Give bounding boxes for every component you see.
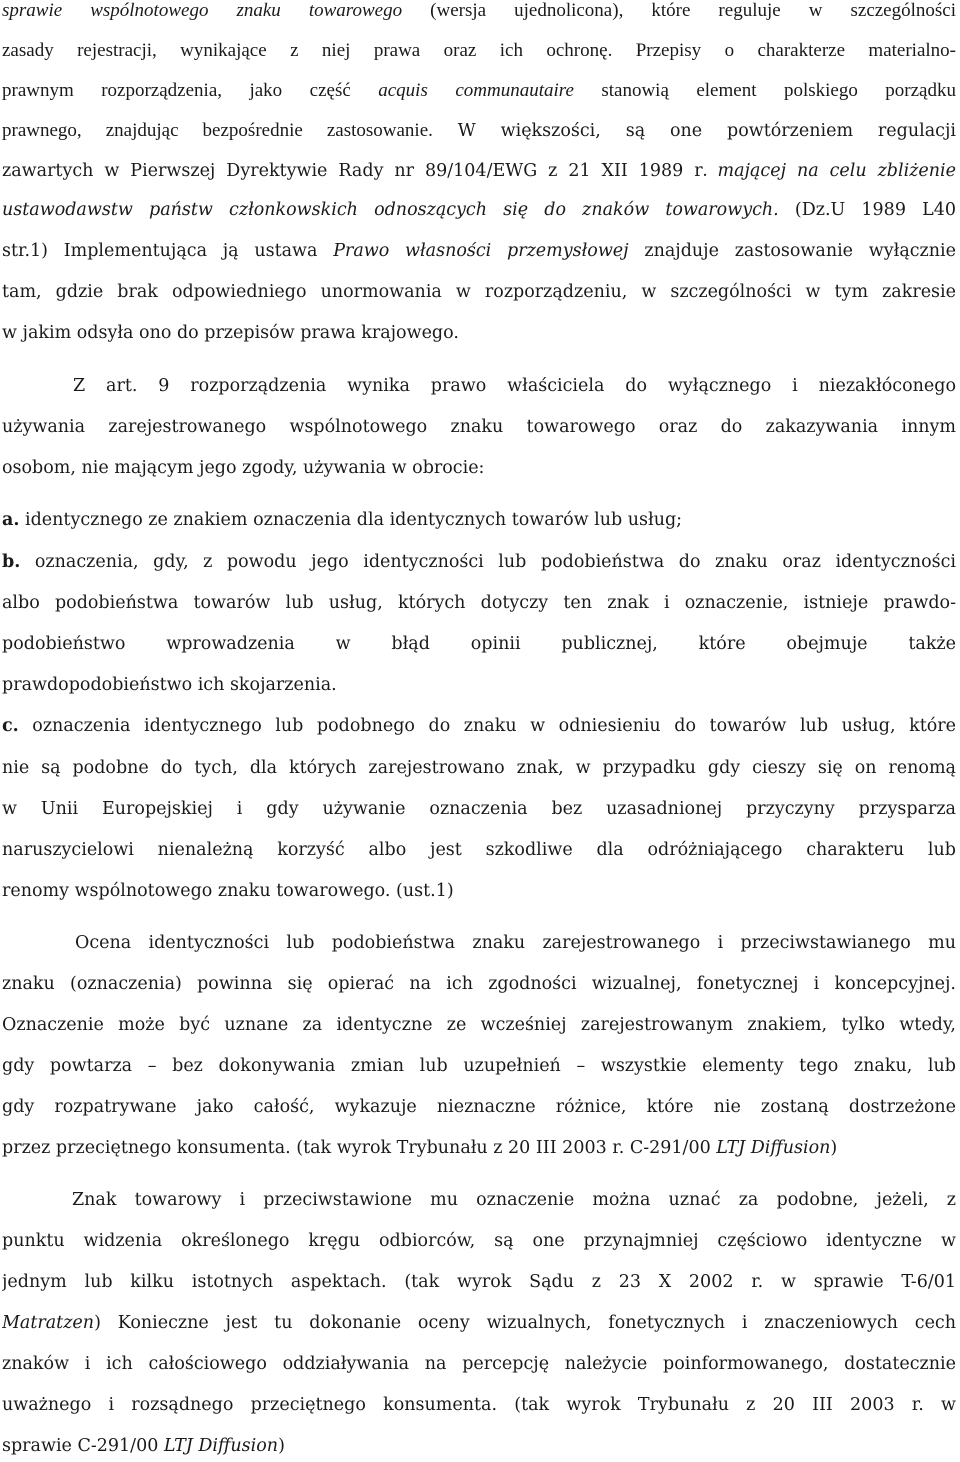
text-line bbox=[2, 1056, 956, 1076]
text-run: sprawie C-291/00 bbox=[2, 1436, 164, 1456]
text-run: Z art. 9 rozporządzenia wynika prawo właściciela do wyłącznego i niezakłóconego bbox=[73, 376, 956, 396]
text-run: znajduje zastosowanie wyłącznie bbox=[628, 241, 956, 261]
text-line bbox=[2, 40, 956, 62]
text-run: Matratzen bbox=[2, 1313, 95, 1333]
text-line bbox=[2, 241, 956, 261]
text-run: tam, gdzie brak odpowiedniego unormowania w rozporządzeniu, w szczególności w tym zakresie bbox=[2, 282, 956, 302]
text-line bbox=[72, 1190, 956, 1210]
text-line bbox=[2, 840, 956, 860]
text-line bbox=[2, 1272, 956, 1292]
list-marker: b. bbox=[2, 552, 21, 572]
text-line bbox=[2, 0, 956, 22]
text-line bbox=[2, 1138, 956, 1158]
text-run: ) bbox=[830, 1138, 838, 1158]
text-run: używania zarejestrowanego wspólnotowego znaku towarowego oraz do zakazywania innym bbox=[2, 417, 956, 437]
list-marker: c. bbox=[2, 716, 19, 736]
text-run: mającej na celu zbliżenie bbox=[717, 161, 956, 181]
text-line bbox=[2, 758, 956, 778]
text-run: acquis communautaire bbox=[378, 80, 574, 101]
text-run: albo podobieństwa towarów lub usług, których dotyczy ten znak i oznaczenie, istnieje prawdo- bbox=[2, 593, 956, 613]
text-run: Prawo własności przemysłowej bbox=[333, 241, 629, 261]
text-line bbox=[2, 282, 956, 302]
text-line bbox=[2, 1231, 956, 1251]
text-run: Oznaczenie może być uznane za identyczne ze wcześniej zarejestrowanym znakiem, tylko wtedy, bbox=[2, 1015, 956, 1035]
text-line bbox=[2, 323, 956, 343]
list-item-a bbox=[2, 510, 956, 530]
text-line bbox=[2, 1436, 956, 1456]
text-line bbox=[2, 974, 956, 994]
text-run: osobom, nie mającym jego zgody, używania w obrocie: bbox=[2, 458, 485, 478]
list-item-c bbox=[2, 716, 956, 736]
text-run: w Unii Europejskiej i gdy używanie oznaczenia bez uzasadnionej przyczyny przysparza bbox=[2, 799, 956, 819]
text-run: naruszycielowi nienależną korzyść albo jest szkodliwe dla odróżniającego charakteru lub bbox=[2, 840, 956, 860]
text-run: znaku (oznaczenia) powinna się opierać na ich zgodności wizualnej, fonetycznej i koncepcyjnej. bbox=[2, 974, 956, 994]
text-run: (Dz.U 1989 L40 bbox=[778, 200, 956, 220]
text-line bbox=[2, 675, 956, 695]
text-line bbox=[2, 80, 956, 102]
text-line bbox=[2, 1313, 956, 1333]
text-line bbox=[2, 1015, 956, 1035]
text-run: . bbox=[702, 160, 718, 181]
text-run: oznaczenia identycznego lub podobnego do znaku w odniesieniu do towarów lub usług, które bbox=[18, 716, 956, 736]
text-run: str.1) Implementująca ją ustawa bbox=[2, 241, 334, 261]
text-run: Znak towarowy i przeciwstawione mu oznaczenie można uznać za podobne, jeżeli, z bbox=[72, 1190, 956, 1210]
text-run: oznaczenia, gdy, z powodu jego identyczności lub podobieństwa do znaku oraz identyczności bbox=[20, 552, 956, 572]
text-run: Ocena identyczności lub podobieństwa znaku zarejestrowanego i przeciwstawianego mu bbox=[75, 933, 956, 953]
text-run: zasady rejestracji, wynikające z niej prawa oraz ich ochronę. Przepisy o charakterze materialno- bbox=[2, 40, 956, 61]
text-run: sprawie wspólnotowego znaku towarowego bbox=[2, 0, 403, 21]
text-run: ) bbox=[278, 1436, 285, 1456]
text-line bbox=[2, 1354, 956, 1374]
text-run: uważnego i rozsądnego przeciętnego konsumenta. (tak wyrok Trybunału z 20 III 2003 r. w bbox=[2, 1395, 956, 1415]
text-run: gdy rozpatrywane jako całość, wykazuje nieznaczne różnice, które nie zostaną dostrzeżone bbox=[2, 1097, 956, 1117]
text-run: gdy powtarza – bez dokonywania zmian lub uzupełnień – wszystkie elementy tego znaku, lub bbox=[2, 1056, 956, 1076]
text-run: LTJ Diffusion bbox=[716, 1138, 831, 1158]
text-run: znaków i ich całościowego oddziaływania na percepcję należycie poinformowanego, dostatecznie bbox=[2, 1354, 956, 1374]
list-item-b bbox=[2, 552, 956, 572]
text-line bbox=[2, 593, 956, 613]
text-line bbox=[2, 160, 956, 182]
text-run: W większości, są one powtórzeniem regulacji bbox=[432, 121, 956, 141]
text-line bbox=[75, 933, 956, 953]
text-run: identycznego ze znakiem oznaczenia dla identycznych towarów lub usług; bbox=[19, 510, 683, 530]
text-line bbox=[2, 881, 956, 901]
text-line bbox=[2, 799, 956, 819]
text-line bbox=[2, 1097, 956, 1117]
text-run: LTJ Diffusion bbox=[163, 1436, 279, 1456]
text-run: prawnego, znajdując bezpośrednie zastosowanie. bbox=[2, 120, 433, 141]
text-line bbox=[2, 120, 956, 142]
text-run: podobieństwo wprowadzenia w błąd opinii publicznej, które obejmuje także bbox=[2, 634, 956, 654]
text-line bbox=[2, 634, 956, 654]
text-run: prawnym rozporządzenia, jako część bbox=[2, 80, 379, 101]
text-run: jednym lub kilku istotnych aspektach. (tak wyrok Sądu z 23 X 2002 r. w sprawie T-6/01 bbox=[2, 1272, 956, 1292]
text-line bbox=[2, 417, 956, 437]
text-run: prawdopodobieństwo ich skojarzenia. bbox=[2, 675, 337, 695]
text-line bbox=[2, 200, 956, 220]
text-run: ustawodawstw państw członkowskich odnoszących się do znaków towarowych. bbox=[2, 200, 779, 220]
text-run: (wersja ujednolicona), które reguluje w szczególności bbox=[402, 0, 956, 21]
text-run: stanowią element polskiego porządku bbox=[573, 80, 956, 101]
text-line bbox=[2, 1395, 956, 1415]
text-run: nie są podobne do tych, dla których zarejestrowano znak, w przypadku gdy cieszy się on renomą bbox=[2, 758, 956, 778]
text-run: przez przeciętnego konsumenta. (tak wyrok Trybunału z 20 III 2003 r. C-291/00 bbox=[2, 1138, 717, 1158]
list-marker: a. bbox=[2, 510, 20, 530]
text-run: punktu widzenia określonego kręgu odbiorców, są one przynajmniej częściowo identyczne w bbox=[2, 1231, 956, 1251]
text-run: w jakim odsyła ono do przepisów prawa krajowego. bbox=[2, 323, 459, 343]
text-run: zawartych w Pierwszej Dyrektywie Rady nr 89/104/EWG z 21 XII 1989 r bbox=[2, 161, 703, 181]
text-line bbox=[73, 376, 956, 396]
text-run: renomy wspólnotowego znaku towarowego. (ust.1) bbox=[2, 881, 454, 901]
text-line bbox=[2, 458, 956, 478]
text-run: ) Konieczne jest tu dokonanie oceny wizualnych, fonetycznych i znaczeniowych cech bbox=[94, 1313, 956, 1333]
